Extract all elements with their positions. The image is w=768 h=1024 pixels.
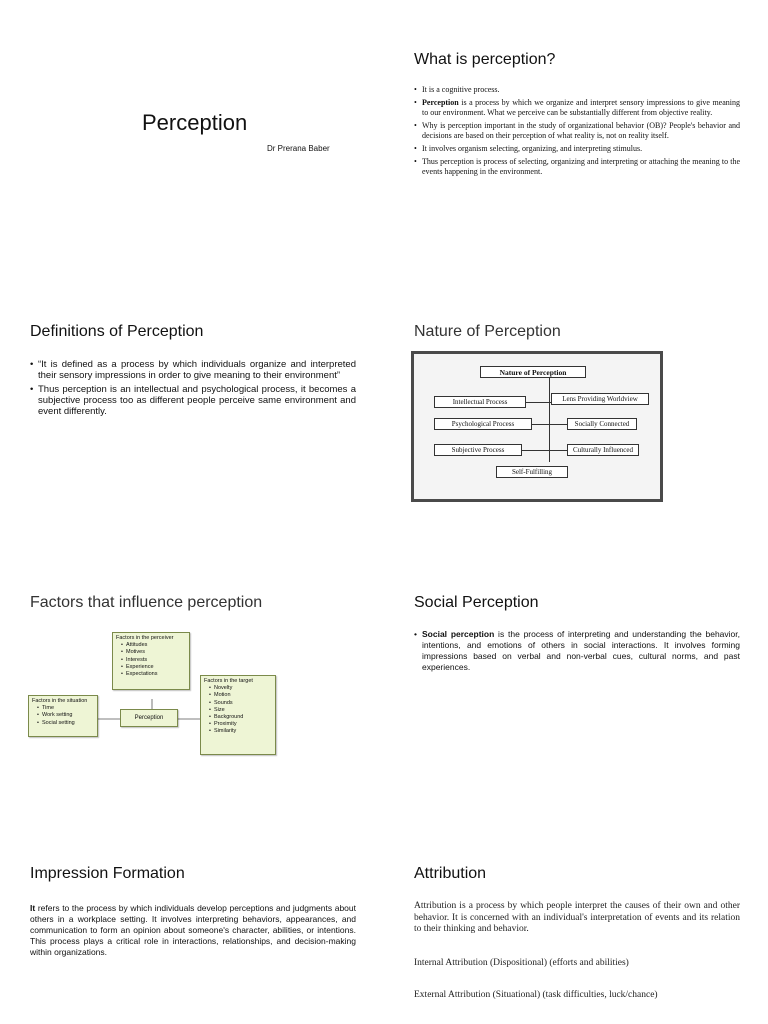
- box-heading: Factors in the target: [204, 678, 253, 684]
- factor-item: • Background: [209, 714, 272, 721]
- factor-item: • Proximity: [209, 721, 272, 728]
- nature-left-box: Psychological Process: [434, 418, 532, 430]
- bullet-list: [414, 629, 740, 673]
- slide-impression-formation: [0, 768, 384, 1024]
- slide-attribution: [384, 768, 768, 1024]
- nature-diagram: [411, 351, 663, 502]
- bullet-item: • “It is defined as a process by which individuals organize and interpreted their sensory impressions in order to give meaning to their environment”: [30, 359, 356, 381]
- factor-item: • Expectations: [121, 671, 186, 678]
- factor-item: • Social setting: [37, 720, 94, 727]
- box-heading: Factors in the situation: [32, 698, 88, 704]
- factor-item: • Size: [209, 707, 272, 714]
- bullet-item: • Perception is a process by which we organize and interpret sensory impressions to give meaning to our environment. What we perceive can be substantially different from objective reality.: [414, 98, 740, 118]
- factor-item: • Sounds: [209, 700, 272, 707]
- bullet-item: • It is a cognitive process.: [414, 85, 740, 95]
- slide-factors: [0, 512, 384, 768]
- nature-right-box: Lens Providing Worldview: [551, 393, 649, 405]
- perceiver-factors-box: [112, 632, 190, 690]
- perception-center-box: Perception: [120, 709, 178, 727]
- internal-attribution: Internal Attribution (Dispositional) (efforts and abilities): [414, 958, 629, 968]
- body-paragraph: It refers to the process by which individuals develop perceptions and judgments about others in a workplace setting. It involves interpreting behaviors, appearances, and communication to form an opinion about someone's character, abilities, or intentions. This process plays a critical role in interactions, relationships, and decision-making within organizations.: [30, 903, 356, 957]
- connector-line: [532, 424, 567, 425]
- slide-heading: What is perception?: [414, 51, 556, 68]
- slide-what-is-perception: [384, 0, 768, 256]
- slide-nature-of-perception: [384, 256, 768, 512]
- bullet-list: [414, 85, 740, 180]
- external-attribution: External Attribution (Situational) (task difficulties, luck/chance): [414, 990, 658, 1000]
- nature-left-box: Subjective Process: [434, 444, 522, 456]
- bullet-item: • Thus perception is process of selecting, organizing and interpreting or attaching the meaning to the events happening in the environment.: [414, 157, 740, 177]
- slide-social-perception: [384, 512, 768, 768]
- nature-right-box: Socially Connected: [567, 418, 637, 430]
- factor-item: • Work setting: [37, 712, 94, 719]
- factor-item: • Experience: [121, 664, 186, 671]
- box-heading: Factors in the perceiver: [116, 635, 174, 641]
- slide-definitions: [0, 256, 384, 512]
- nature-right-box: Culturally Influenced: [567, 444, 639, 456]
- target-factors-box: [200, 675, 276, 755]
- factor-item: • Interests: [121, 657, 186, 664]
- presentation-title: Perception: [142, 110, 248, 135]
- bullet-item: • Why is perception important in the study of organizational behavior (OB)? People's behavior and decisions are based on their perception of what reality is, not on reality itself.: [414, 121, 740, 141]
- nature-left-box: Intellectual Process: [434, 396, 526, 408]
- slide-title: [0, 0, 384, 256]
- body-paragraph: Attribution is a process by which people interpret the causes of their own and other behavior. It is concerned with an individual's interpretation of events and its relation to their thinking and behavior.: [414, 901, 740, 934]
- bullet-item: • It involves organism selecting, organizing, and interpreting stimulus.: [414, 144, 740, 154]
- factor-item: • Motives: [121, 649, 186, 656]
- factor-item: • Novelty: [209, 685, 272, 692]
- nature-bottom-box: Self-Fulfilling: [496, 466, 568, 478]
- factor-item: • Attitudes: [121, 642, 186, 649]
- author-name: Dr Prerana Baber: [267, 144, 330, 153]
- slide-heading: Attribution: [414, 865, 487, 882]
- bullet-item: • Social perception is the process of interpreting and understanding the behavior, intentions, and emotions of others in social interactions. It involves forming impressions based on verbal and non-verbal cues, cultural norms, and past experiences.: [414, 629, 740, 673]
- slide-heading: Factors that influence perception: [30, 594, 263, 611]
- connector-line: [522, 450, 567, 451]
- slide-heading: Impression Formation: [30, 865, 185, 882]
- bullet-list: [30, 359, 356, 420]
- factor-item: • Time: [37, 705, 94, 712]
- bullet-item: • Thus perception is an intellectual and psychological process, it becomes a subjective process too as different people perceive same environment and event differently.: [30, 384, 356, 417]
- factor-item: • Similarity: [209, 728, 272, 735]
- factor-item: • Motion: [209, 692, 272, 699]
- slide-heading: Definitions of Perception: [30, 323, 204, 340]
- slide-heading: Nature of Perception: [414, 323, 561, 340]
- situation-factors-box: [28, 695, 98, 737]
- nature-head-box: Nature of Perception: [480, 366, 586, 378]
- slide-heading: Social Perception: [414, 594, 539, 611]
